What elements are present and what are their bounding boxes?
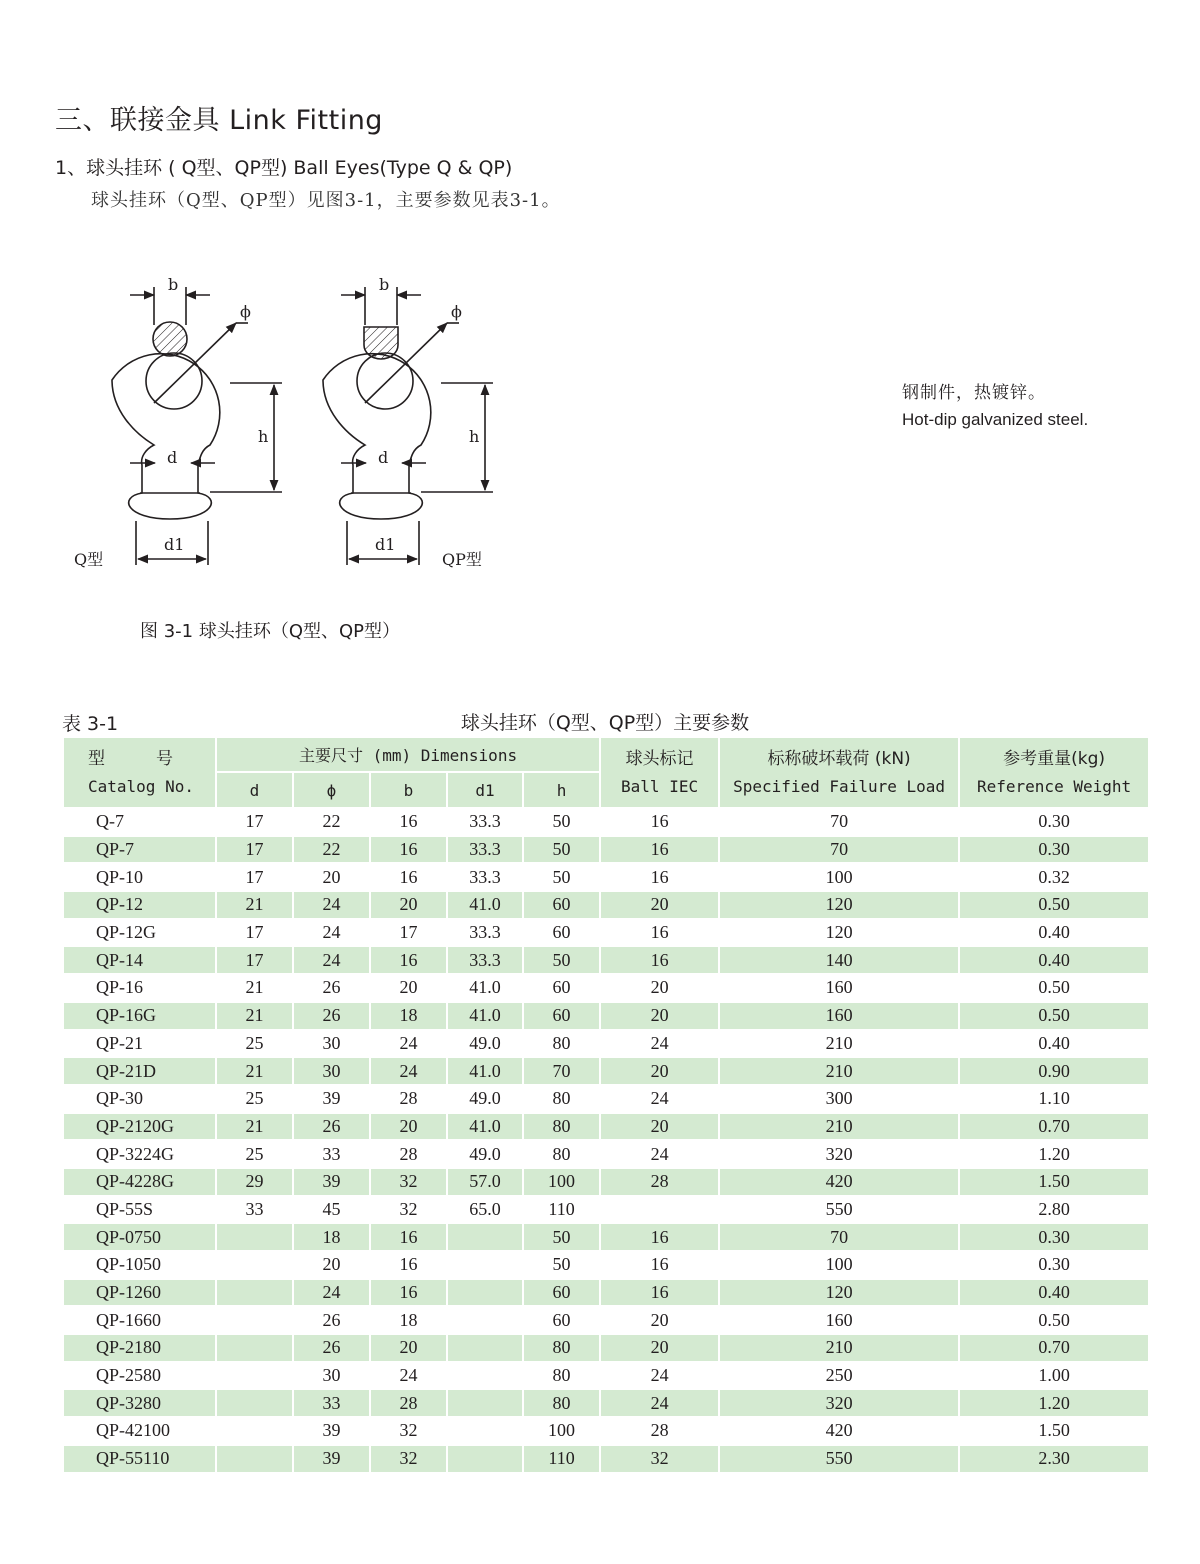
cell-d1: 33.3 [447, 946, 523, 974]
spec-table [62, 736, 1150, 1474]
cell-catalog-no: QP-21D [63, 1057, 216, 1085]
cell-failure-load: 120 [719, 919, 959, 947]
cell-weight: 0.90 [959, 1057, 1149, 1085]
cell-phi: 20 [293, 863, 370, 891]
cell-phi: 26 [293, 1306, 370, 1334]
cell-catalog-no: QP-16G [63, 1002, 216, 1030]
cell-h: 110 [523, 1196, 600, 1224]
cell-weight: 0.50 [959, 1306, 1149, 1334]
figure-caption: 图 3-1 球头挂环（Q型、QP型） [140, 621, 401, 642]
cell-d1: 49.0 [447, 1140, 523, 1168]
table-row [63, 808, 1149, 836]
cell-b: 16 [370, 808, 447, 836]
cell-d: 17 [216, 836, 293, 864]
cell-failure-load: 160 [719, 974, 959, 1002]
cell-ball-iec: 32 [600, 1445, 719, 1473]
cell-catalog-no: QP-55S [63, 1196, 216, 1224]
table-row [63, 946, 1149, 974]
cell-d1 [447, 1279, 523, 1307]
cell-d1: 33.3 [447, 863, 523, 891]
cell-h: 100 [523, 1168, 600, 1196]
cell-ball-iec: 28 [600, 1168, 719, 1196]
cell-phi: 39 [293, 1168, 370, 1196]
cell-ball-iec: 28 [600, 1417, 719, 1445]
cell-failure-load: 210 [719, 1057, 959, 1085]
cell-failure-load: 160 [719, 1306, 959, 1334]
cell-phi: 24 [293, 919, 370, 947]
cell-ball-iec: 16 [600, 863, 719, 891]
cell-b: 28 [370, 1140, 447, 1168]
cell-ball-iec: 24 [600, 1389, 719, 1417]
header-catalog-en: Catalog No. [88, 776, 194, 796]
cell-catalog-no: QP-7 [63, 836, 216, 864]
cell-b: 28 [370, 1085, 447, 1113]
section-title: 三、联接金具 Link Fitting [55, 105, 383, 136]
cell-weight: 1.20 [959, 1140, 1149, 1168]
cell-d: 17 [216, 808, 293, 836]
label-h-qp: h [469, 427, 480, 446]
header-ball-en: Ball IEC [621, 776, 699, 796]
cell-d1 [447, 1334, 523, 1362]
cell-catalog-no: QP-3280 [63, 1389, 216, 1417]
cell-failure-load: 120 [719, 1279, 959, 1307]
label-d1: d1 [164, 535, 185, 554]
cell-phi: 26 [293, 974, 370, 1002]
table-row [63, 1057, 1149, 1085]
label-d: d [167, 448, 178, 467]
cell-weight: 0.50 [959, 1002, 1149, 1030]
cell-d1: 57.0 [447, 1168, 523, 1196]
cell-weight: 1.50 [959, 1417, 1149, 1445]
cell-d1 [447, 1445, 523, 1473]
cell-catalog-no: QP-16 [63, 974, 216, 1002]
cell-catalog-no: QP-12G [63, 919, 216, 947]
cell-phi: 26 [293, 1002, 370, 1030]
table-row [63, 1140, 1149, 1168]
header-weight-en: Reference Weight [977, 776, 1132, 796]
cell-phi: 24 [293, 946, 370, 974]
cell-weight: 1.10 [959, 1085, 1149, 1113]
subsection-title: 1、球头挂环 ( Q型、QP型) Ball Eyes(Type Q & QP) [55, 157, 513, 179]
header-d: d [216, 772, 293, 808]
cell-weight: 0.30 [959, 808, 1149, 836]
cell-h: 60 [523, 1306, 600, 1334]
cell-b: 24 [370, 1030, 447, 1058]
cell-d: 25 [216, 1085, 293, 1113]
cell-ball-iec: 20 [600, 1057, 719, 1085]
cell-phi: 39 [293, 1085, 370, 1113]
cell-h: 80 [523, 1362, 600, 1390]
table-row [63, 1445, 1149, 1473]
cell-h: 50 [523, 1223, 600, 1251]
cell-phi: 45 [293, 1196, 370, 1224]
cell-weight: 0.50 [959, 891, 1149, 919]
cell-b: 16 [370, 946, 447, 974]
cell-catalog-no: QP-1050 [63, 1251, 216, 1279]
cell-d1: 41.0 [447, 1113, 523, 1141]
cell-failure-load: 320 [719, 1389, 959, 1417]
cell-ball-iec: 20 [600, 1334, 719, 1362]
label-d-qp: d [378, 448, 389, 467]
cell-h: 60 [523, 1279, 600, 1307]
cell-catalog-no: QP-3224G [63, 1140, 216, 1168]
cell-failure-load: 70 [719, 1223, 959, 1251]
cell-failure-load: 160 [719, 1002, 959, 1030]
cell-phi: 33 [293, 1389, 370, 1417]
cell-weight: 0.32 [959, 863, 1149, 891]
cell-h: 50 [523, 946, 600, 974]
cell-failure-load: 420 [719, 1168, 959, 1196]
cell-failure-load: 140 [719, 946, 959, 974]
cell-d: 21 [216, 1002, 293, 1030]
cell-weight: 0.40 [959, 1030, 1149, 1058]
cell-catalog-no: QP-2580 [63, 1362, 216, 1390]
cell-b: 16 [370, 1223, 447, 1251]
table-row [63, 1223, 1149, 1251]
cell-ball-iec: 20 [600, 891, 719, 919]
cell-weight: 0.40 [959, 946, 1149, 974]
cell-d1 [447, 1223, 523, 1251]
cell-ball-iec: 16 [600, 1251, 719, 1279]
cell-b: 18 [370, 1002, 447, 1030]
cell-b: 18 [370, 1306, 447, 1334]
cell-h: 60 [523, 974, 600, 1002]
label-b-qp: b [379, 275, 390, 294]
cell-catalog-no: Q-7 [63, 808, 216, 836]
cell-failure-load: 300 [719, 1085, 959, 1113]
qp-type-drawing [323, 287, 493, 565]
cell-weight: 0.30 [959, 1251, 1149, 1279]
cell-ball-iec: 20 [600, 1306, 719, 1334]
cell-h: 80 [523, 1334, 600, 1362]
cell-ball-iec: 20 [600, 1002, 719, 1030]
header-weight-zh: 参考重量(kg) [1003, 748, 1106, 769]
cell-b: 16 [370, 1279, 447, 1307]
cell-catalog-no: QP-30 [63, 1085, 216, 1113]
cell-ball-iec: 16 [600, 808, 719, 836]
header-ball [600, 737, 719, 808]
cell-catalog-no: QP-21 [63, 1030, 216, 1058]
q-type-drawing [112, 287, 282, 565]
cell-d1 [447, 1389, 523, 1417]
cell-b: 20 [370, 1334, 447, 1362]
ball-eye-drawing [60, 265, 520, 585]
header-catalog [63, 737, 216, 808]
cell-d1: 33.3 [447, 808, 523, 836]
cell-d: 17 [216, 863, 293, 891]
table-row [63, 1389, 1149, 1417]
cell-weight: 0.70 [959, 1113, 1149, 1141]
table-row [63, 1113, 1149, 1141]
cell-phi: 24 [293, 891, 370, 919]
cell-phi: 22 [293, 836, 370, 864]
table-row [63, 1196, 1149, 1224]
cell-failure-load: 210 [719, 1030, 959, 1058]
table-row [63, 863, 1149, 891]
header-weight [959, 737, 1149, 808]
cell-failure-load: 550 [719, 1445, 959, 1473]
table-title: 球头挂环（Q型、QP型）主要参数 [460, 712, 750, 734]
cell-ball-iec [600, 1196, 719, 1224]
cell-ball-iec: 24 [600, 1362, 719, 1390]
spec-table-body [63, 808, 1149, 1473]
material-note-en: Hot-dip galvanized steel. [902, 410, 1089, 429]
label-h: h [258, 427, 269, 446]
cell-b: 32 [370, 1168, 447, 1196]
cell-weight: 0.30 [959, 836, 1149, 864]
cell-d1: 41.0 [447, 891, 523, 919]
cell-phi: 30 [293, 1057, 370, 1085]
cell-b: 32 [370, 1445, 447, 1473]
cell-catalog-no: QP-0750 [63, 1223, 216, 1251]
cell-b: 20 [370, 1113, 447, 1141]
cell-h: 100 [523, 1417, 600, 1445]
cell-phi: 30 [293, 1362, 370, 1390]
header-dimensions: 主要尺寸 (mm) Dimensions [216, 737, 600, 772]
table-row [63, 1002, 1149, 1030]
label-qp-type: QP型 [442, 550, 482, 569]
cell-ball-iec: 16 [600, 919, 719, 947]
cell-failure-load: 70 [719, 808, 959, 836]
cell-h: 80 [523, 1140, 600, 1168]
cell-d1: 49.0 [447, 1030, 523, 1058]
cell-b: 20 [370, 974, 447, 1002]
label-phi-qp: ϕ [451, 302, 462, 321]
cell-d [216, 1417, 293, 1445]
cell-weight: 0.40 [959, 1279, 1149, 1307]
cell-b: 17 [370, 919, 447, 947]
cell-failure-load: 100 [719, 863, 959, 891]
table-row [63, 1251, 1149, 1279]
cell-failure-load: 320 [719, 1140, 959, 1168]
cell-d [216, 1279, 293, 1307]
cell-d: 21 [216, 1057, 293, 1085]
cell-b: 32 [370, 1417, 447, 1445]
cell-d: 17 [216, 919, 293, 947]
cell-h: 60 [523, 891, 600, 919]
label-d1-qp: d1 [375, 535, 396, 554]
cell-h: 60 [523, 1002, 600, 1030]
header-ball-zh: 球头标记 [625, 748, 694, 769]
cell-b: 16 [370, 863, 447, 891]
table-row [63, 1306, 1149, 1334]
cell-d: 25 [216, 1140, 293, 1168]
cell-d1: 33.3 [447, 836, 523, 864]
cell-catalog-no: QP-2180 [63, 1334, 216, 1362]
cell-phi: 39 [293, 1445, 370, 1473]
cell-weight: 0.30 [959, 1223, 1149, 1251]
cell-phi: 39 [293, 1417, 370, 1445]
cell-weight: 0.70 [959, 1334, 1149, 1362]
cell-weight: 2.80 [959, 1196, 1149, 1224]
cell-d1: 33.3 [447, 919, 523, 947]
header-phi: ϕ [293, 772, 370, 808]
cell-b: 16 [370, 836, 447, 864]
cell-d: 17 [216, 946, 293, 974]
cell-d: 21 [216, 974, 293, 1002]
cell-phi: 30 [293, 1030, 370, 1058]
cell-phi: 26 [293, 1113, 370, 1141]
cell-d [216, 1306, 293, 1334]
cell-d: 21 [216, 1113, 293, 1141]
cell-failure-load: 210 [719, 1113, 959, 1141]
header-d1: d1 [447, 772, 523, 808]
cell-d1: 65.0 [447, 1196, 523, 1224]
table-row [63, 1168, 1149, 1196]
cell-ball-iec: 20 [600, 1113, 719, 1141]
cell-h: 70 [523, 1057, 600, 1085]
cell-failure-load: 210 [719, 1334, 959, 1362]
cell-catalog-no: QP-1260 [63, 1279, 216, 1307]
intro-text: 球头挂环（Q型、QP型）见图3-1，主要参数见表3-1。 [91, 190, 561, 211]
cell-d1: 41.0 [447, 1057, 523, 1085]
cell-failure-load: 250 [719, 1362, 959, 1390]
table-row [63, 1362, 1149, 1390]
cell-phi: 33 [293, 1140, 370, 1168]
cell-d [216, 1334, 293, 1362]
cell-weight: 0.50 [959, 974, 1149, 1002]
table-row [63, 1085, 1149, 1113]
table-label: 表 3-1 [62, 713, 119, 735]
cell-d: 33 [216, 1196, 293, 1224]
cell-phi: 20 [293, 1251, 370, 1279]
cell-weight: 1.00 [959, 1362, 1149, 1390]
cell-d1: 49.0 [447, 1085, 523, 1113]
cell-failure-load: 550 [719, 1196, 959, 1224]
cell-d [216, 1362, 293, 1390]
cell-d [216, 1251, 293, 1279]
table-row [63, 1334, 1149, 1362]
cell-h: 80 [523, 1389, 600, 1417]
cell-h: 50 [523, 836, 600, 864]
cell-ball-iec: 24 [600, 1085, 719, 1113]
cell-d1: 41.0 [447, 974, 523, 1002]
cell-b: 28 [370, 1389, 447, 1417]
cell-weight: 1.20 [959, 1389, 1149, 1417]
cell-failure-load: 70 [719, 836, 959, 864]
cell-h: 80 [523, 1113, 600, 1141]
label-b: b [168, 275, 179, 294]
table-row [63, 836, 1149, 864]
cell-b: 16 [370, 1251, 447, 1279]
cell-catalog-no: QP-1660 [63, 1306, 216, 1334]
cell-h: 80 [523, 1030, 600, 1058]
cell-weight: 2.30 [959, 1445, 1149, 1473]
table-row [63, 974, 1149, 1002]
header-load-zh: 标称破坏载荷 (kN) [767, 748, 911, 769]
header-h: h [523, 772, 600, 808]
cell-catalog-no: QP-42100 [63, 1417, 216, 1445]
cell-h: 50 [523, 863, 600, 891]
cell-catalog-no: QP-55110 [63, 1445, 216, 1473]
cell-catalog-no: QP-12 [63, 891, 216, 919]
cell-weight: 1.50 [959, 1168, 1149, 1196]
cell-phi: 26 [293, 1334, 370, 1362]
cell-ball-iec: 16 [600, 1223, 719, 1251]
cell-catalog-no: QP-4228G [63, 1168, 216, 1196]
cell-d: 29 [216, 1168, 293, 1196]
cell-h: 50 [523, 808, 600, 836]
cell-ball-iec: 24 [600, 1030, 719, 1058]
cell-h: 80 [523, 1085, 600, 1113]
cell-ball-iec: 24 [600, 1140, 719, 1168]
cell-d1: 41.0 [447, 1002, 523, 1030]
cell-catalog-no: QP-10 [63, 863, 216, 891]
cell-ball-iec: 16 [600, 1279, 719, 1307]
table-row [63, 1417, 1149, 1445]
label-q-type: Q型 [74, 550, 104, 569]
cell-d1 [447, 1251, 523, 1279]
table-row [63, 919, 1149, 947]
table-row [63, 1279, 1149, 1307]
cell-d1 [447, 1306, 523, 1334]
cell-phi: 18 [293, 1223, 370, 1251]
cell-d1 [447, 1362, 523, 1390]
cell-d: 21 [216, 891, 293, 919]
cell-failure-load: 120 [719, 891, 959, 919]
cell-b: 24 [370, 1057, 447, 1085]
material-note-zh: 钢制件，热镀锌。 [902, 383, 1046, 403]
table-row [63, 1030, 1149, 1058]
header-load-en: Specified Failure Load [733, 776, 946, 796]
cell-d [216, 1389, 293, 1417]
cell-ball-iec: 20 [600, 974, 719, 1002]
header-load [719, 737, 959, 808]
cell-d [216, 1445, 293, 1473]
header-catalog-zh: 型 号 [88, 748, 173, 769]
cell-b: 24 [370, 1362, 447, 1390]
cell-catalog-no: QP-14 [63, 946, 216, 974]
cell-h: 50 [523, 1251, 600, 1279]
cell-failure-load: 420 [719, 1417, 959, 1445]
cell-b: 20 [370, 891, 447, 919]
cell-ball-iec: 16 [600, 946, 719, 974]
cell-h: 110 [523, 1445, 600, 1473]
label-phi: ϕ [240, 302, 251, 321]
cell-ball-iec: 16 [600, 836, 719, 864]
cell-catalog-no: QP-2120G [63, 1113, 216, 1141]
cell-h: 60 [523, 919, 600, 947]
cell-phi: 22 [293, 808, 370, 836]
header-b: b [370, 772, 447, 808]
cell-d [216, 1223, 293, 1251]
cell-failure-load: 100 [719, 1251, 959, 1279]
cell-d: 25 [216, 1030, 293, 1058]
cell-d1 [447, 1417, 523, 1445]
cell-phi: 24 [293, 1279, 370, 1307]
cell-b: 32 [370, 1196, 447, 1224]
cell-weight: 0.40 [959, 919, 1149, 947]
table-row [63, 891, 1149, 919]
